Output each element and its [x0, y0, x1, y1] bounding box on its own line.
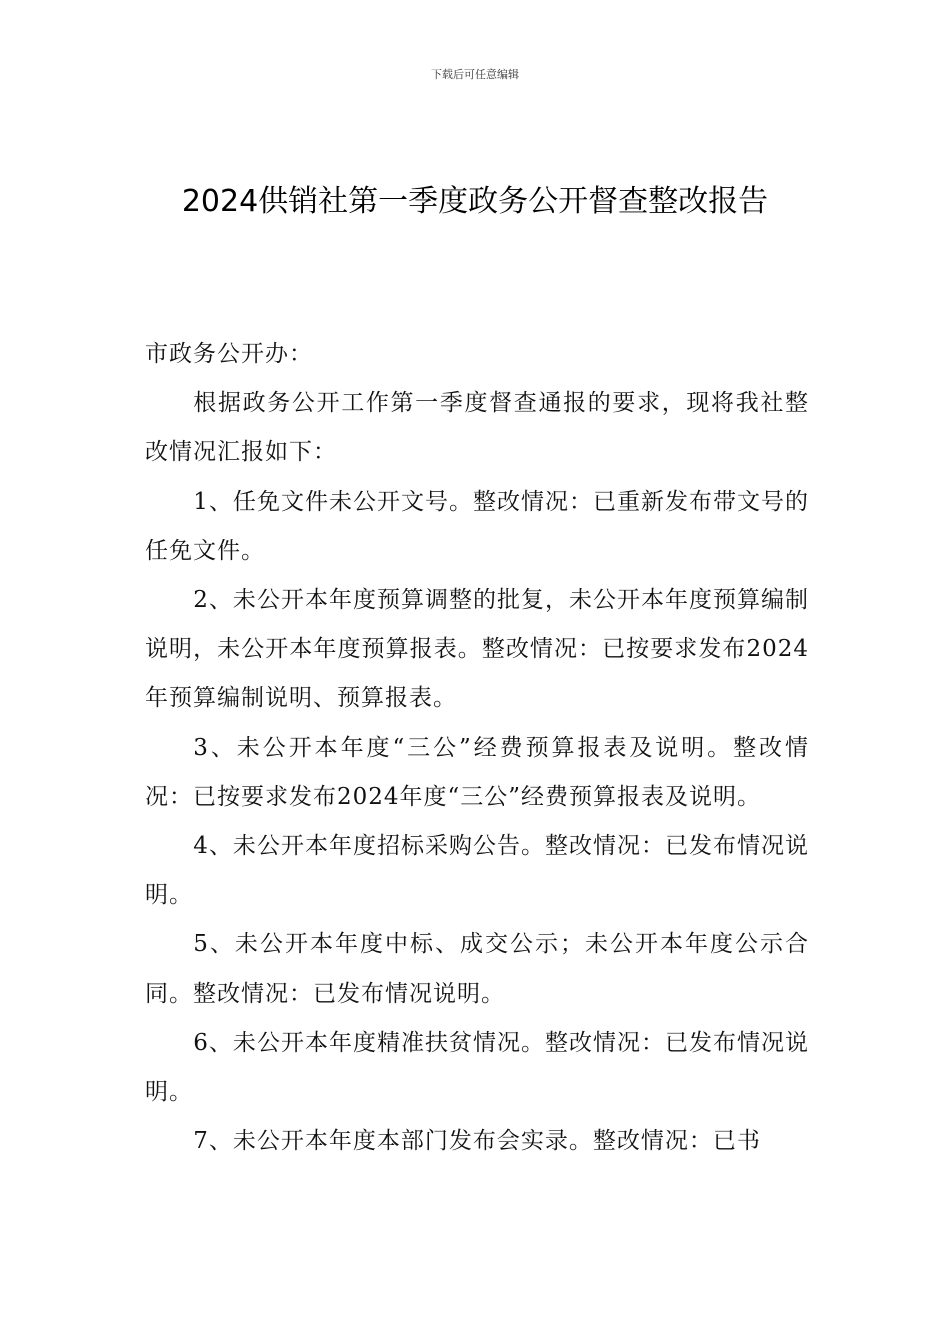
intro-paragraph: 根据政务公开工作第一季度督查通报的要求，现将我社整改情况汇报如下： — [145, 390, 809, 466]
item-paragraph-5: 5、未公开本年度中标、成交公示；未公开本年度公示合同。整改情况：已发布情况说明。 — [145, 931, 809, 1007]
item-paragraph-3: 3、未公开本年度“三公”经费预算报表及说明。整改情况：已按要求发布2024年度“三公”经费预算报表及说明。 — [145, 734, 809, 810]
document-body — [145, 330, 809, 1166]
page-header-note: 下载后可任意编辑 — [431, 68, 519, 81]
item-paragraph-4: 4、未公开本年度招标采购公告。整改情况：已发布情况说明。 — [145, 833, 809, 909]
salutation: 市政务公开办： — [145, 341, 313, 367]
item-paragraph-2: 2、未公开本年度预算调整的批复，未公开本年度预算编制说明，未公开本年度预算报表。整改情况：已按要求发布2024年预算编制说明、预算报表。 — [145, 587, 809, 712]
item-paragraph-1: 1、任免文件未公开文号。整改情况：已重新发布带文号的任免文件。 — [145, 488, 809, 564]
document-title: 2024供销社第一季度政务公开督查整改报告 — [181, 184, 769, 219]
item-paragraph-6: 6、未公开本年度精准扶贫情况。整改情况：已发布情况说明。 — [145, 1029, 809, 1106]
item-paragraph-7: 7、未公开本年度本部门发布会实录。整改情况：已书 — [193, 1128, 761, 1155]
